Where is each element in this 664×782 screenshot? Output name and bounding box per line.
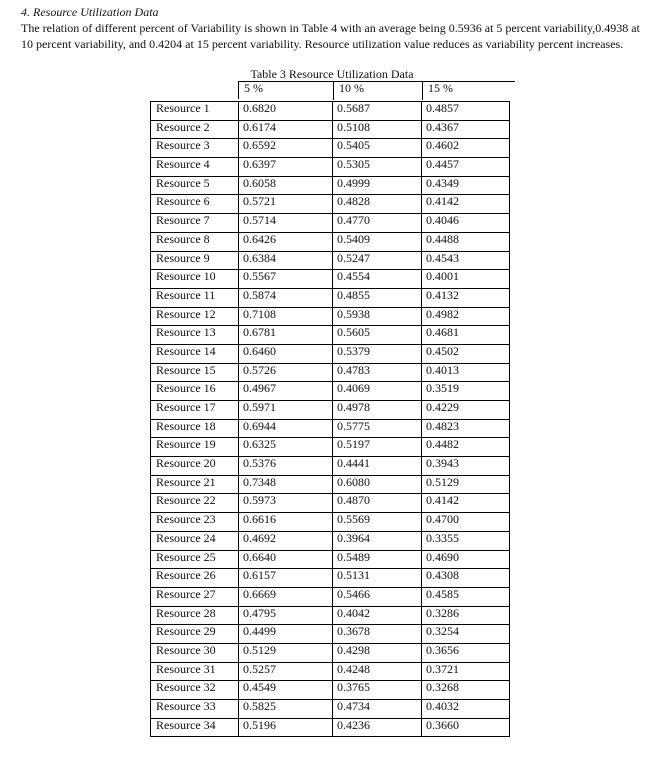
table-row [151, 326, 510, 345]
table-cell-value: 0.4700 [422, 513, 510, 532]
row-label: Resource 28 [151, 606, 239, 625]
table-cell-value: 0.4046 [422, 214, 510, 233]
table-cell-value: 0.4982 [422, 307, 510, 326]
table-cell-value: 0.3355 [422, 531, 510, 550]
table-row [151, 195, 510, 214]
table-cell-value: 0.6174 [239, 120, 333, 139]
table-row [151, 288, 510, 307]
table-cell-value: 0.3964 [333, 531, 422, 550]
table-row [151, 214, 510, 233]
table-cell-value: 0.5129 [422, 475, 510, 494]
table-row [151, 102, 510, 121]
table-cell-value: 0.5605 [333, 326, 422, 345]
table-cell-value: 0.6944 [239, 419, 333, 438]
table-cell-value: 0.4349 [422, 176, 510, 195]
table-cell-value: 0.6058 [239, 176, 333, 195]
section-paragraph: The relation of different percent of Variability is shown in Table 4 with an average being 0.5936 at 5 percent variability,0.4938 at 10 percent variability, and 0.4204 at 15 percent variability. Resource utilization value reduces as variability percent increases. [21, 21, 640, 51]
table-cell-value: 0.5305 [333, 158, 422, 177]
row-label: Resource 14 [151, 344, 239, 363]
table-cell-value: 0.4229 [422, 401, 510, 420]
table-cell-value: 0.3519 [422, 382, 510, 401]
table-cell-value: 0.4823 [422, 419, 510, 438]
table-cell-value: 0.5405 [333, 139, 422, 158]
table-cell-value: 0.6781 [239, 326, 333, 345]
table-cell-value: 0.4032 [422, 700, 510, 719]
row-label: Resource 2 [151, 120, 239, 139]
table-cell-value: 0.6080 [333, 475, 422, 494]
row-label: Resource 12 [151, 307, 239, 326]
table-row [151, 251, 510, 270]
table-row [151, 363, 510, 382]
table-cell-value: 0.6426 [239, 232, 333, 251]
table-cell-value: 0.5721 [239, 195, 333, 214]
table-cell-value: 0.5687 [333, 102, 422, 121]
table-cell-value: 0.3943 [422, 457, 510, 476]
table-cell-value: 0.5825 [239, 700, 333, 719]
table-cell-value: 0.6592 [239, 139, 333, 158]
table-cell-value: 0.4298 [333, 643, 422, 662]
table-cell-value: 0.4795 [239, 606, 333, 625]
resource-utilization-table [150, 101, 510, 737]
row-label: Resource 7 [151, 214, 239, 233]
row-label: Resource 18 [151, 419, 239, 438]
table-cell-value: 0.4855 [333, 288, 422, 307]
table-cell-value: 0.3286 [422, 606, 510, 625]
table-cell-value: 0.4692 [239, 531, 333, 550]
table-cell-value: 0.5726 [239, 363, 333, 382]
table-row [151, 625, 510, 644]
row-label: Resource 22 [151, 494, 239, 513]
column-header-15-percent: 15 % [422, 82, 516, 100]
row-label: Resource 17 [151, 401, 239, 420]
row-label: Resource 11 [151, 288, 239, 307]
row-label: Resource 27 [151, 587, 239, 606]
table-cell-value: 0.5973 [239, 494, 333, 513]
row-label: Resource 19 [151, 438, 239, 457]
table-cell-value: 0.5567 [239, 270, 333, 289]
table-caption: Table 3 Resource Utilization Data [250, 67, 414, 81]
row-label: Resource 33 [151, 700, 239, 719]
table-cell-value: 0.4142 [422, 195, 510, 214]
row-label: Resource 21 [151, 475, 239, 494]
row-label: Resource 29 [151, 625, 239, 644]
table-row [151, 700, 510, 719]
table-cell-value: 0.5466 [333, 587, 422, 606]
table-row [151, 158, 510, 177]
table-cell-value: 0.4248 [333, 662, 422, 681]
row-label: Resource 8 [151, 232, 239, 251]
table-cell-value: 0.3268 [422, 681, 510, 700]
table-row [151, 662, 510, 681]
row-label: Resource 9 [151, 251, 239, 270]
table-row [151, 438, 510, 457]
table-cell-value: 0.4967 [239, 382, 333, 401]
table-cell-value: 0.4013 [422, 363, 510, 382]
table-cell-value: 0.5197 [333, 438, 422, 457]
row-label: Resource 16 [151, 382, 239, 401]
table-cell-value: 0.6325 [239, 438, 333, 457]
table-row [151, 494, 510, 513]
table-cell-value: 0.6669 [239, 587, 333, 606]
table-cell-value: 0.6157 [239, 569, 333, 588]
table-cell-value: 0.5379 [333, 344, 422, 363]
table-cell-value: 0.3660 [422, 718, 510, 737]
table-row [151, 457, 510, 476]
row-label: Resource 34 [151, 718, 239, 737]
table-cell-value: 0.6616 [239, 513, 333, 532]
row-label: Resource 20 [151, 457, 239, 476]
table-cell-value: 0.5247 [333, 251, 422, 270]
row-label: Resource 4 [151, 158, 239, 177]
table-cell-value: 0.4308 [422, 569, 510, 588]
table-cell-value: 0.6397 [239, 158, 333, 177]
table-row [151, 643, 510, 662]
table-cell-value: 0.4488 [422, 232, 510, 251]
row-label: Resource 13 [151, 326, 239, 345]
table-cell-value: 0.4543 [422, 251, 510, 270]
table-row [151, 681, 510, 700]
table-cell-value: 0.5775 [333, 419, 422, 438]
row-label: Resource 30 [151, 643, 239, 662]
table-cell-value: 0.5409 [333, 232, 422, 251]
table-row [151, 120, 510, 139]
table-cell-value: 0.4734 [333, 700, 422, 719]
table-body [151, 102, 510, 737]
table-row [151, 139, 510, 158]
table-cell-value: 0.6640 [239, 550, 333, 569]
table-cell-value: 0.3765 [333, 681, 422, 700]
table-row [151, 401, 510, 420]
table-cell-value: 0.4690 [422, 550, 510, 569]
table-cell-value: 0.4978 [333, 401, 422, 420]
table-row [151, 587, 510, 606]
table-cell-value: 0.4069 [333, 382, 422, 401]
table-row [151, 606, 510, 625]
table-cell-value: 0.5714 [239, 214, 333, 233]
row-label: Resource 10 [151, 270, 239, 289]
row-label: Resource 3 [151, 139, 239, 158]
table-cell-value: 0.5489 [333, 550, 422, 569]
table-row [151, 569, 510, 588]
table-cell-value: 0.4441 [333, 457, 422, 476]
table-cell-value: 0.4554 [333, 270, 422, 289]
table-row [151, 232, 510, 251]
table-cell-value: 0.4770 [333, 214, 422, 233]
row-label: Resource 32 [151, 681, 239, 700]
table-row [151, 270, 510, 289]
table-cell-value: 0.7108 [239, 307, 333, 326]
table-cell-value: 0.5376 [239, 457, 333, 476]
row-label: Resource 5 [151, 176, 239, 195]
table-cell-value: 0.4367 [422, 120, 510, 139]
table-cell-value: 0.3254 [422, 625, 510, 644]
row-label: Resource 26 [151, 569, 239, 588]
row-label: Resource 1 [151, 102, 239, 121]
row-label: Resource 25 [151, 550, 239, 569]
table-cell-value: 0.4236 [333, 718, 422, 737]
table-cell-value: 0.4828 [333, 195, 422, 214]
row-label: Resource 6 [151, 195, 239, 214]
section-heading: 4. Resource Utilization Data [21, 5, 159, 19]
table-row [151, 382, 510, 401]
table-cell-value: 0.4549 [239, 681, 333, 700]
table-cell-value: 0.4857 [422, 102, 510, 121]
table-cell-value: 0.4482 [422, 438, 510, 457]
column-header-5-percent: 5 % [244, 81, 263, 95]
table-cell-value: 0.6384 [239, 251, 333, 270]
table-cell-value: 0.4499 [239, 625, 333, 644]
table-row [151, 475, 510, 494]
table-cell-value: 0.4681 [422, 326, 510, 345]
table-row [151, 531, 510, 550]
table-cell-value: 0.4999 [333, 176, 422, 195]
table-cell-value: 0.5129 [239, 643, 333, 662]
table-cell-value: 0.4142 [422, 494, 510, 513]
table-row [151, 718, 510, 737]
table-cell-value: 0.3721 [422, 662, 510, 681]
table-cell-value: 0.4001 [422, 270, 510, 289]
table-cell-value: 0.4502 [422, 344, 510, 363]
table-cell-value: 0.5131 [333, 569, 422, 588]
table-cell-value: 0.6460 [239, 344, 333, 363]
row-label: Resource 31 [151, 662, 239, 681]
table-cell-value: 0.4585 [422, 587, 510, 606]
table-cell-value: 0.5938 [333, 307, 422, 326]
row-label: Resource 15 [151, 363, 239, 382]
table-cell-value: 0.6820 [239, 102, 333, 121]
table-cell-value: 0.4042 [333, 606, 422, 625]
table-cell-value: 0.3656 [422, 643, 510, 662]
table-cell-value: 0.7348 [239, 475, 333, 494]
table-row [151, 307, 510, 326]
table-cell-value: 0.3678 [333, 625, 422, 644]
table-row [151, 344, 510, 363]
table-row [151, 513, 510, 532]
table-cell-value: 0.5971 [239, 401, 333, 420]
row-label: Resource 23 [151, 513, 239, 532]
column-header-10-percent: 10 % [333, 82, 422, 100]
table-cell-value: 0.5257 [239, 662, 333, 681]
table-cell-value: 0.4783 [333, 363, 422, 382]
table-cell-value: 0.4132 [422, 288, 510, 307]
table-cell-value: 0.4457 [422, 158, 510, 177]
table-cell-value: 0.5108 [333, 120, 422, 139]
table-cell-value: 0.5196 [239, 718, 333, 737]
table-cell-value: 0.5569 [333, 513, 422, 532]
table-cell-value: 0.5874 [239, 288, 333, 307]
table-cell-value: 0.4870 [333, 494, 422, 513]
table-row [151, 550, 510, 569]
table-cell-value: 0.4602 [422, 139, 510, 158]
row-label: Resource 24 [151, 531, 239, 550]
table-column-header-row [238, 81, 515, 99]
table-row [151, 419, 510, 438]
table-row [151, 176, 510, 195]
